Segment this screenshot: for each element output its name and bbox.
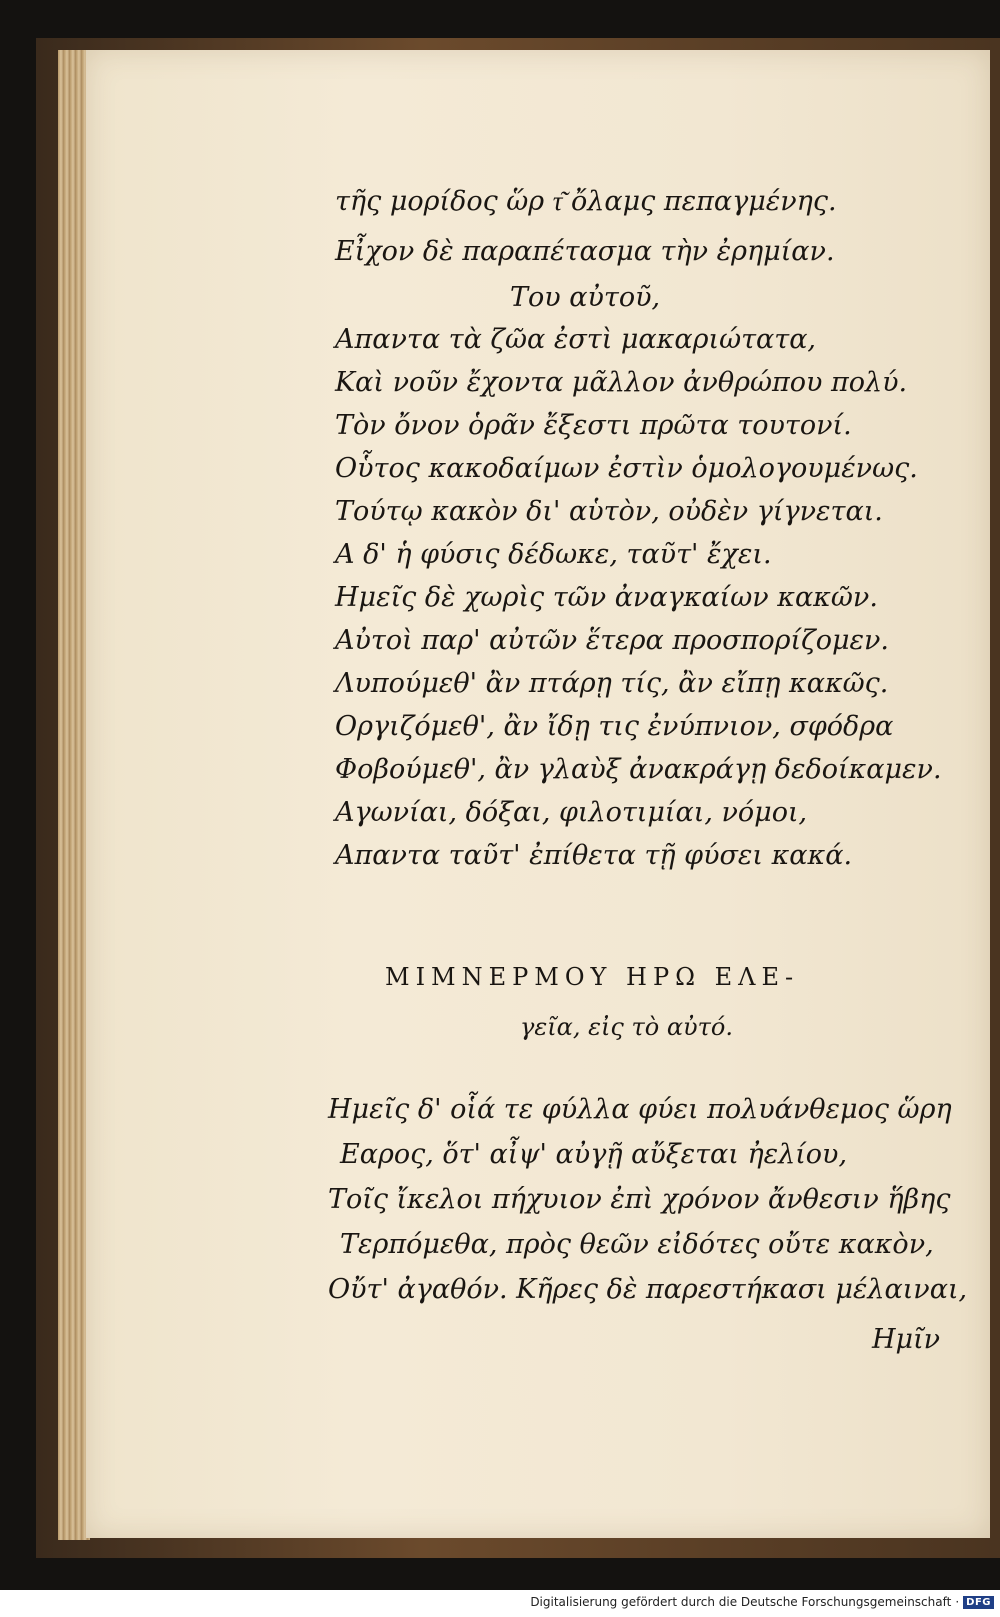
poem-line: Οργιζόμεθ', ἂν ἴδῃ τις ἐνύπνιον, σφόδρα	[335, 711, 894, 742]
poem-line: Λυπούμεθ' ἂν πτάρῃ τίς, ἂν εἴπῃ κακῶς.	[335, 668, 889, 699]
poem-line: Τούτῳ κακὸν δι' αὑτὸν, οὐδὲν γίγνεται.	[335, 496, 883, 527]
poem-line: Εἶχον δὲ παραπέτασμα τὴν ἐρημίαν.	[335, 236, 835, 267]
poem-line: Φοβούμεθ', ἂν γλαὺξ ἀνακράγῃ δεδοίκαμεν.	[335, 754, 942, 785]
footer-separator: ·	[955, 1595, 960, 1609]
dfg-logo-icon: DFG	[963, 1596, 994, 1609]
catchword: Ημῖν	[872, 1324, 941, 1355]
digitization-footer	[530, 1595, 994, 1609]
poem-line: Τερπόμεθα, πρὸς θεῶν εἰδότες οὔτε κακὸν,	[340, 1229, 934, 1260]
poem-line: Απαντα τὰ ζῶα ἐστὶ μακαριώτατα,	[335, 324, 817, 355]
poem-line: Τὸν ὄνον ὁρᾶν ἔξεστι πρῶτα τουτονί.	[335, 410, 852, 441]
poem-line: Εαρος, ὅτ' αἶψ' αὐγῇ αὔξεται ἠελίου,	[340, 1139, 848, 1170]
poem-line: Οὔτ' ἀγαθόν. Κῆρες δὲ παρεστήκασι μέλαιναι,	[328, 1274, 968, 1305]
section-heading: ΜΙΜΝΕΡΜΟΥ ΗΡΩ ΕΛΕ-	[385, 963, 800, 991]
book-page	[86, 50, 990, 1538]
poem-line: Απαντα ταῦτ' ἐπίθετα τῇ φύσει κακά.	[335, 840, 853, 871]
poem-line: Καὶ νοῦν ἔχοντα μᾶλλον ἀνθρώπου πολύ.	[335, 367, 908, 398]
poem-line: Τοῖς ἴκελοι πήχυιον ἐπὶ χρόνον ἄνθεσιν ἥβης	[328, 1184, 951, 1215]
poem-title: Του αὐτοῦ,	[510, 282, 661, 313]
footer-text: Digitalisierung gefördert durch die Deutsche Forschungsgemeinschaft	[530, 1595, 952, 1609]
poem-line: Αὐτοὶ παρ' αὐτῶν ἕτερα προσπορίζομεν.	[335, 625, 890, 656]
section-subheading: γεῖα, εἰς τὸ αὐτό.	[520, 1013, 733, 1041]
poem-line: Ημεῖς δὲ χωρὶς τῶν ἀναγκαίων κακῶν.	[335, 582, 878, 613]
poem-line: Α δ' ἡ φύσις δέδωκε, ταῦτ' ἔχει.	[335, 539, 772, 570]
poem-line: Ημεῖς δ' οἷά τε φύλλα φύει πολυάνθεμος ὥρη	[328, 1094, 952, 1125]
poem-line: Αγωνίαι, δόξαι, φιλοτιμίαι, νόμοι,	[335, 797, 808, 828]
poem-line: τῆς μορίδος ὥρ τ͂ ὄλαμς πεπαγμένης.	[335, 186, 837, 217]
poem-line: Οὗτος κακοδαίμων ἐστὶν ὁμολογουμένως.	[335, 453, 918, 484]
